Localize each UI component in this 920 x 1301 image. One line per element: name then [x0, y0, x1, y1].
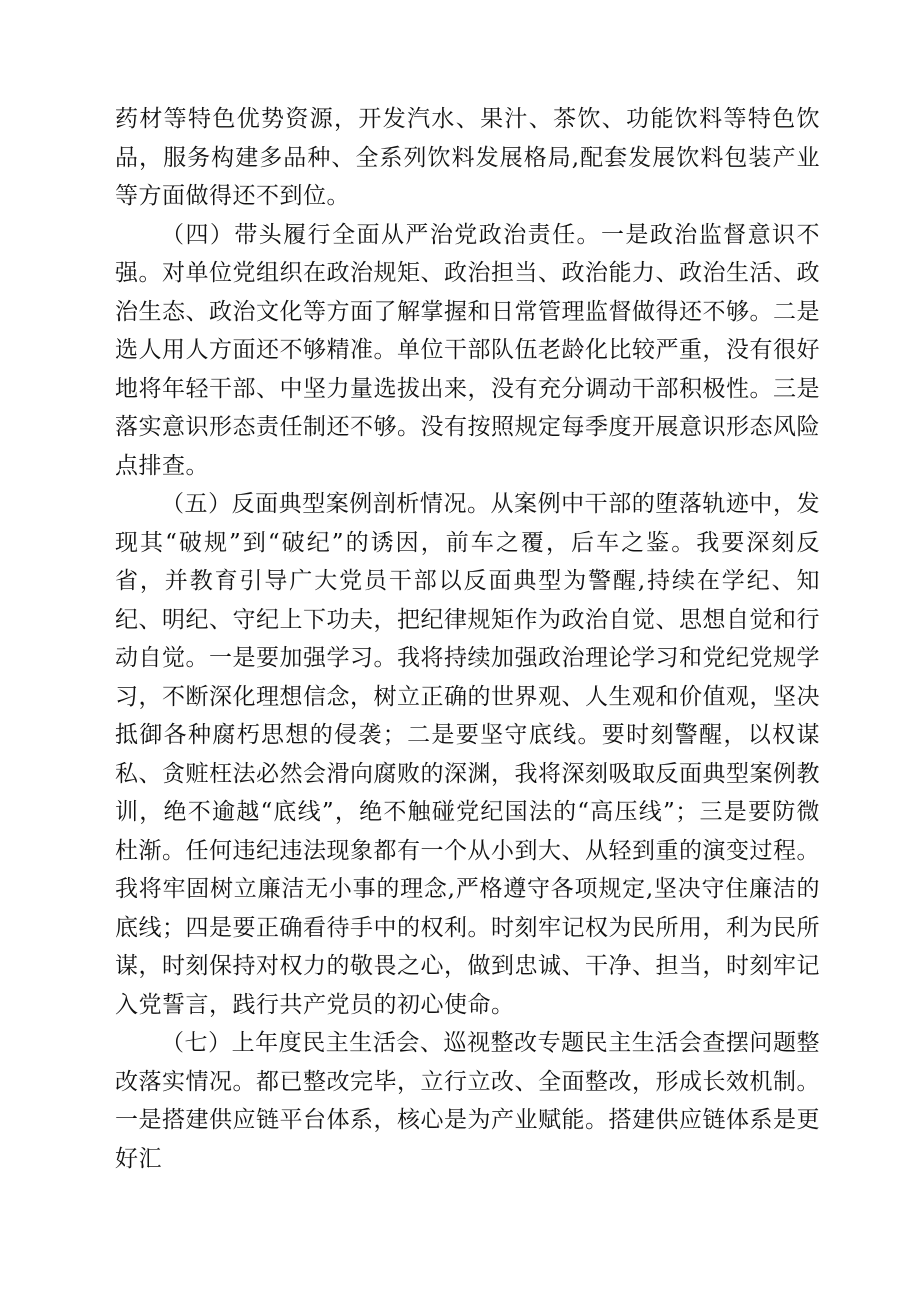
document-body — [115, 100, 820, 1178]
paragraph-section-seven: （七）上年度民主生活会、巡视整改专题民主生活会查摆问题整改落实情况。都已整改完毕，立行立改、全面整改，形成长效机制。一是搭建供应链平台体系，核心是为产业赋能。搭建供应链体系是更好汇 — [115, 1030, 820, 1172]
paragraph-continuation: 药材等特色优势资源，开发汽水、果汁、茶饮、功能饮料等特色饮品，服务构建多品种、全系列饮料发展格局,配套发展饮料包装产业等方面做得还不到位。 — [115, 106, 820, 209]
paragraph-section-four: （四）带头履行全面从严治党政治责任。一是政治监督意识不强。对单位党组织在政治规矩、政治担当、政治能力、政治生活、政治生态、政治文化等方面了解掌握和日常管理监督做得还不够。二是选人用人方面还不够精准。单位干部队伍老龄化比较严重，没有很好地将年轻干部、中坚力量选拔出来，没有充分调动干部积极性。三是落实意识形态责任制还不够。没有按照规定每季度开展意识形态风险点排查。 — [115, 221, 820, 479]
paragraph-section-five: （五）反面典型案例剖析情况。从案例中干部的堕落轨迹中，发现其“破规”到“破纪”的诱因，前车之覆，后车之鉴。我要深刻反省，并教育引导广大党员干部以反面典型为警醒,持续在学纪、知纪、明纪、守纪上下功夫，把纪律规矩作为政治自觉、思想自觉和行动自觉。一是要加强学习。我将持续加强政治理论学习和党纪党规学习，不断深化理想信念，树立正确的世界观、人生观和价值观，坚决抵御各种腐朽思想的侵袭；二是要坚守底线。要时刻警醒，以权谋私、贪赃枉法必然会滑向腐败的深渊，我将深刻吸取反面典型案例教训，绝不逾越“底线”，绝不触碰党纪国法的“高压线”；三是要防微杜渐。任何违纪违法现象都有一个从小到大、从轻到重的演变过程。我将牢固树立廉洁无小事的理念,严格遵守各项规定,坚决守住廉洁的底线；四是要正确看待手中的权利。时刻牢记权为民所用，利为民所谋，时刻保持对权力的敬畏之心，做到忠诚、干净、担当，时刻牢记入党誓言，践行共产党员的初心使命。 — [115, 491, 820, 1018]
